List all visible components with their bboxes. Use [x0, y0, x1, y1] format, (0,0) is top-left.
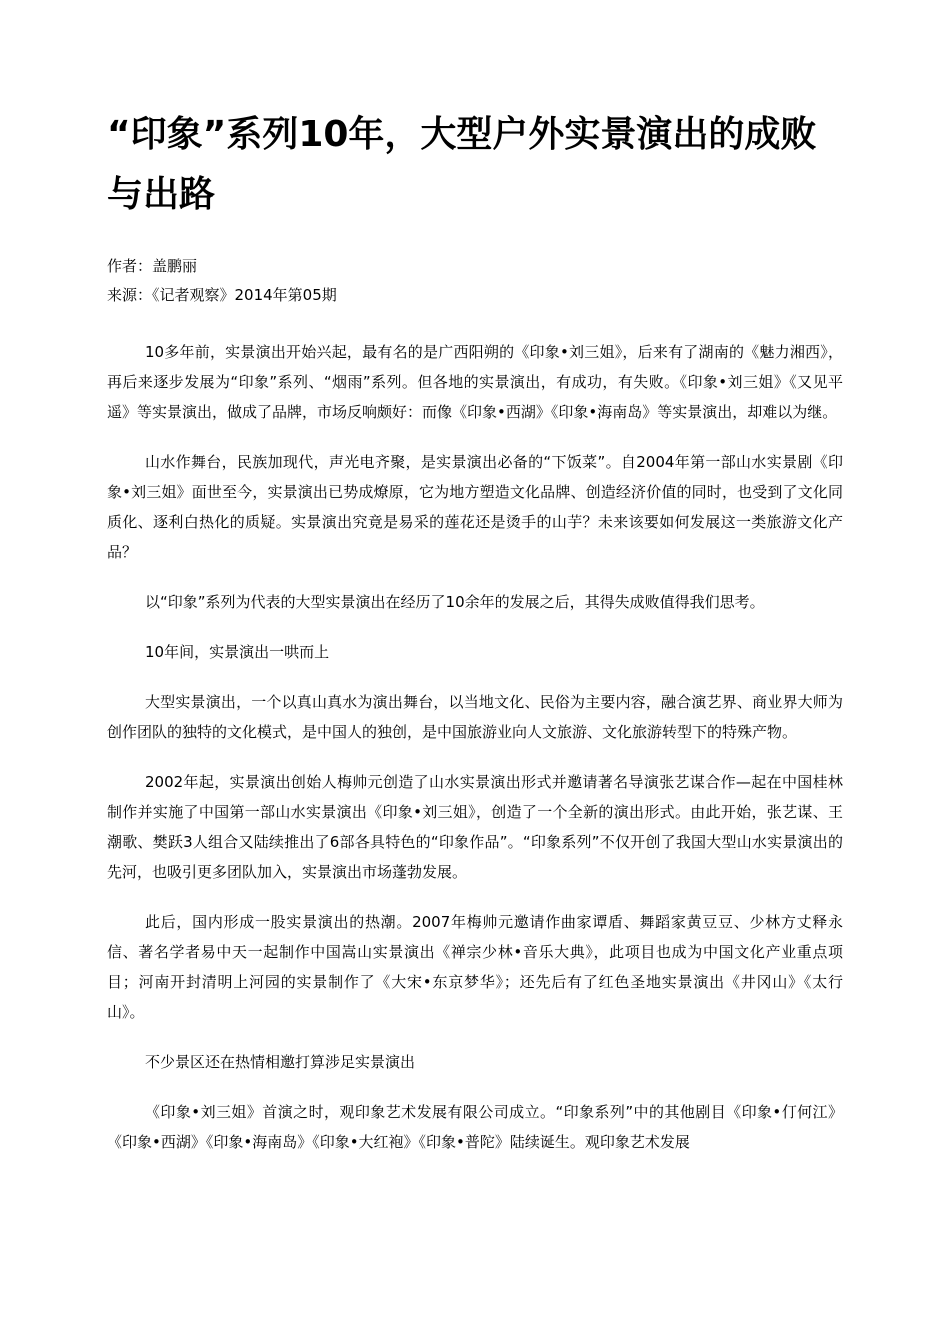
- article-body: [107, 337, 843, 1177]
- article-title: “印象”系列10年，大型户外实景演出的成败与出路: [107, 114, 817, 215]
- paragraph-intro: 10多年前，实景演出开始兴起，最有名的是广西阳朔的《印象•刘三姐》，后来有了湖南的《魅力湘西》，再后来逐步发展为“印象”系列、“烟雨”系列。但各地的实景演出，有成功，有失败。《印象•刘三姐》《又见平遥》等实景演出，做成了品牌，市场反响颇好：而像《印象•西湖》《印象•海南岛》等实景演出，却难以为继。: [107, 343, 843, 421]
- paragraph-reflection: 以“印象”系列为代表的大型实景演出在经历了10余年的发展之后，其得失成败值得我们思考。: [145, 593, 765, 611]
- paragraph-origin: 2002年起，实景演出创始人梅帅元创造了山水实景演出形式并邀请著名导演张艺谋合作—起在中国桂林制作并实施了中国第一部山水实景演出《印象•刘三姐》，创造了一个全新的演出形式。由此开始，张艺谋、王潮歌、樊跃3人组合又陆续推出了6部各具特色的“印象作品”。“印象系列”不仅开创了我国大型山水实景演出的先河，也吸引更多团队加入，实景演出市场蓬勃发展。: [107, 773, 843, 881]
- author-line: 作者：盖鹏丽: [107, 257, 198, 275]
- paragraph-stage: 山水作舞台，民族加现代，声光电齐聚，是实景演出必备的“下饭菜”。自2004年第一部山水实景剧《印象•刘三姐》面世至今，实景演出已势成燎原，它为地方塑造文化品牌、创造经济价值的同时，也受到了文化同质化、逐利白热化的质疑。实景演出究竟是易采的莲花还是烫手的山芋？未来该要如何发展这一类旅游文化产品？: [107, 453, 843, 561]
- section-heading-decade: 10年间，实景演出一哄而上: [145, 643, 330, 661]
- paragraph-company: 《印象•刘三姐》首演之时，观印象艺术发展有限公司成立。“印象系列”中的其他剧目《印象•仃何江》《印象•西湖》《印象•海南岛》《印象•大红袍》《印象•普陀》陆续诞生。观印象艺术发展: [107, 1103, 843, 1151]
- paragraph-definition: 大型实景演出，一个以真山真水为演出舞台，以当地文化、民俗为主要内容，融合演艺界、商业界大师为创作团队的独特的文化模式，是中国人的独创，是中国旅游业向人文旅游、文化旅游转型下的特殊产物。: [107, 693, 843, 741]
- section-heading-scenic: 不少景区还在热情相邀打算涉足实景演出: [145, 1053, 416, 1071]
- source-line: 来源：《记者观察》2014年第05期: [107, 286, 337, 304]
- paragraph-boom: 此后，国内形成一股实景演出的热潮。2007年梅帅元邀请作曲家谭盾、舞蹈家黄豆豆、少林方丈释永信、著名学者易中天一起制作中国嵩山实景演出《禅宗少林•音乐大典》，此项目也成为中国文化产业重点项目；河南开封清明上河园的实景制作了《大宋•东京梦华》；还先后有了红色圣地实景演出《井冈山》《太行山》。: [107, 913, 843, 1021]
